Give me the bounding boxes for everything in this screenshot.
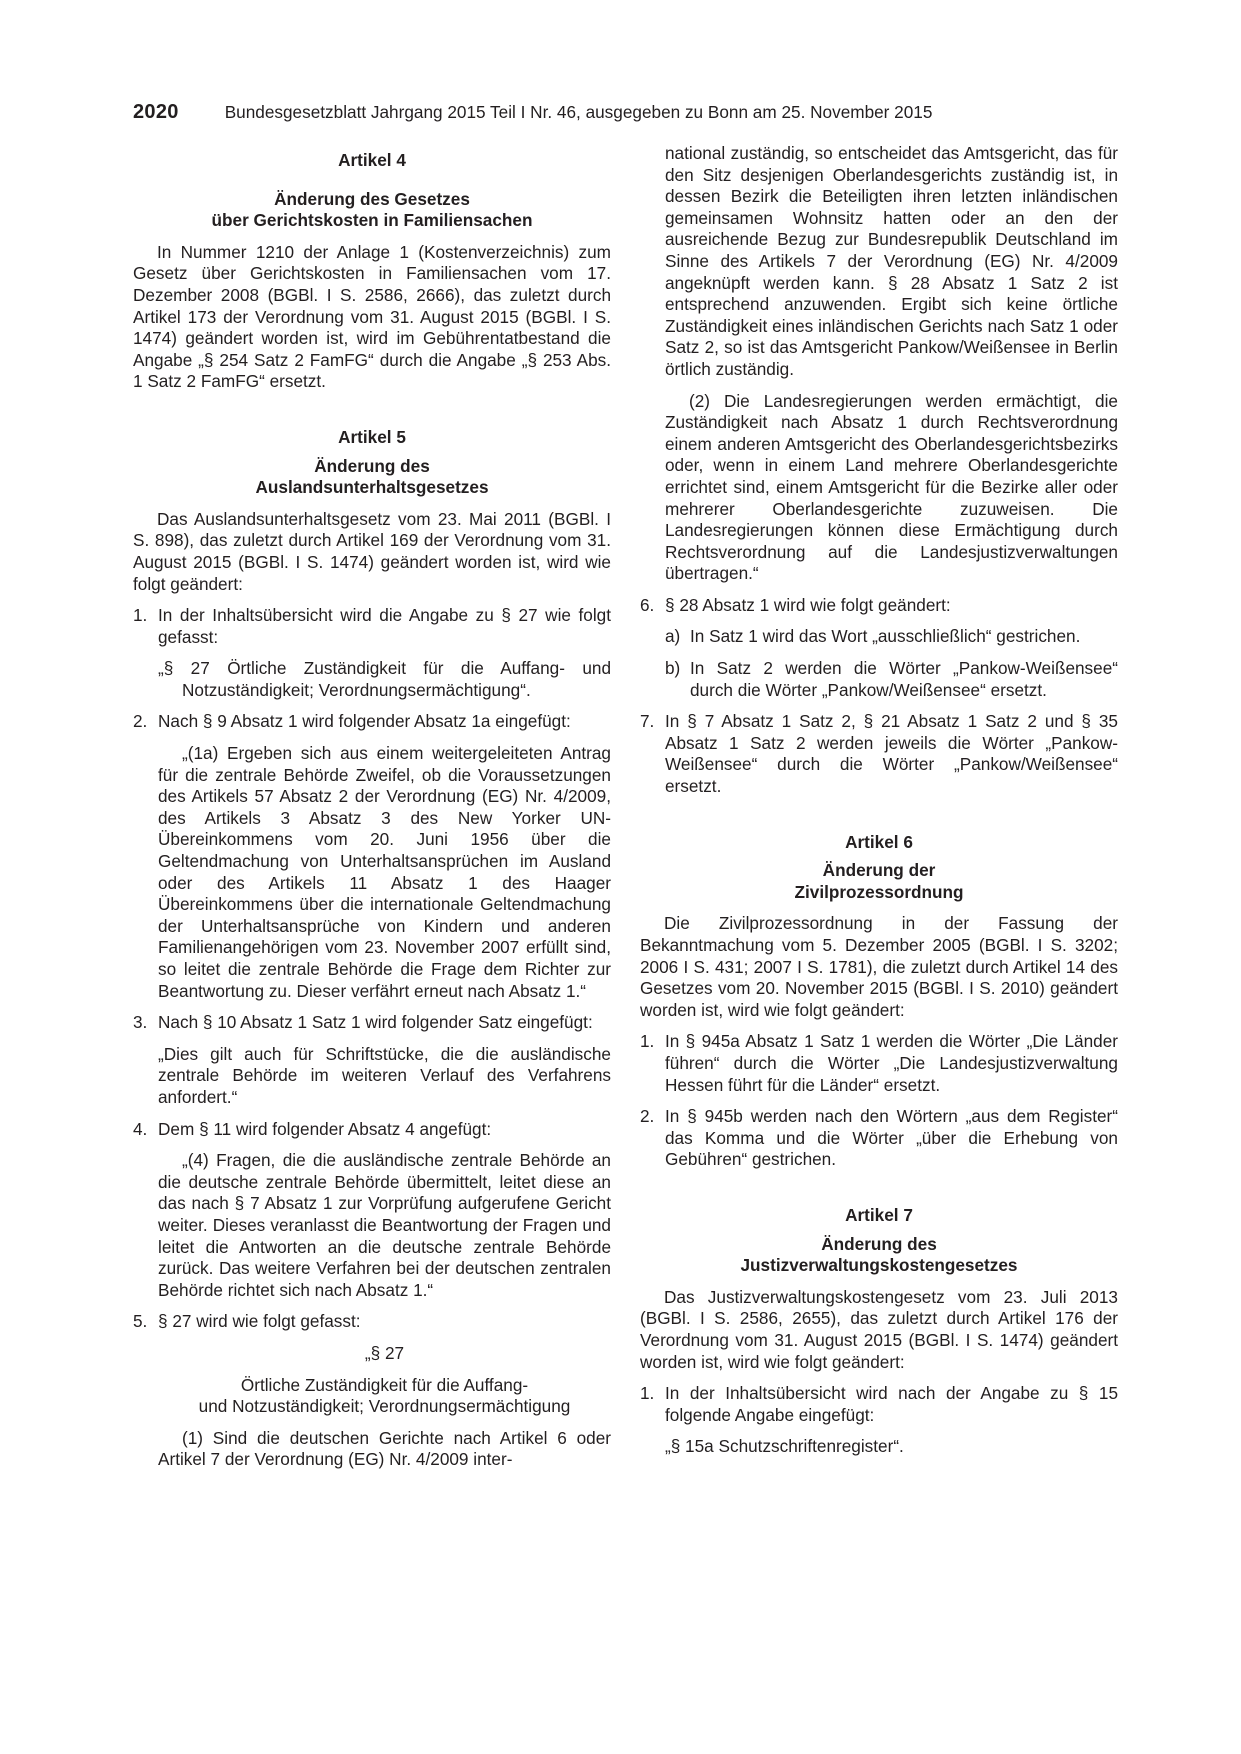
sub-list-item-letter: a) [665,626,681,647]
sub-list-item-text: In Satz 1 wird das Wort „ausschließlich“ gestrichen. [690,626,1081,647]
list-item-number: 1. [133,605,148,626]
list-item-text: In der Inhaltsübersicht wird nach der Angabe zu § 15 folgende Angabe eingefügt: [665,1383,1118,1425]
list-item-number: 2. [640,1106,655,1127]
sub-list-item [640,626,1118,648]
list-item-number: 3. [133,1012,148,1033]
right-column [640,143,1118,1458]
list-item [640,595,1118,617]
list-item-number: 7. [640,711,655,732]
list-item-text: § 27 wird wie folgt gefasst: [158,1311,361,1332]
article-4-label: Artikel 4 [338,150,406,170]
list-item-text: In § 945a Absatz 1 Satz 1 werden die Wörter „Die Länder führen“ durch die Wörter „Die Landesjustizverwaltung Hessen führt für die Länder“ ersetzt. [665,1031,1118,1095]
list-item [640,1031,1118,1096]
list-item-number: 4. [133,1118,148,1139]
list-item-text: § 28 Absatz 1 wird wie folgt geändert: [665,594,951,615]
list-item [640,711,1118,797]
article-6-title-line-2: Zivilprozessordnung [794,881,964,902]
article-5-label: Artikel 5 [338,426,406,447]
article-6-intro: Die Zivilprozessordnung in der Fassung der Bekanntmachung vom 5. Dezember 2005 (BGBl. I S. 3202; 2006 I S. 431; 2007 I S. 1781), die zuletzt durch Artikel 14 des Gesetzes vom 20. November 2015 (BGBl. I S. 2010) geändert worden ist, wird wie folgt geändert: [640,913,1118,1020]
article-6-title-line-1: Änderung der [822,860,936,881]
left-column [133,150,611,1471]
article-4-title-line-2: über Gerichtskosten in Familiensachen [211,210,533,231]
sub-list-item-text: In Satz 2 werden die Wörter „Pankow-Weißensee“ durch die Wörter „Pankow/Weißensee“ ersetzt. [690,658,1118,700]
quoted-text: „§ 27 Örtliche Zuständigkeit für die Auffang- und Notzuständigkeit; Verordnungsermächtigung“. [158,658,611,700]
quoted-text: „(1a) Ergeben sich aus einem weitergeleiteten Antrag für die zentrale Behörde Zweifel, ob die Voraussetzungen des Artikels 57 Absatz 2 der Verordnung (EG) Nr. 4/2009, des Artikels 3 Absatz 3 des New Yorker UN-Übereinkommens vom 20. Juni 1956 über die Geltendmachung von Unterhaltsansprüchen im Ausland oder des Artikels 11 Absatz 1 des Haager Übereinkommens über die internationale Geltendmachung der Unterhaltsansprüche von Kindern und anderen Familienangehörigen vom 23. November 2007 erfüllt sind, so leitet die zentrale Behörde die Frage dem Richter zur Beantwortung zu. Dieser verfährt erneut nach Absatz 1.“ [158,743,611,1001]
quoted-text: (2) Die Landesregierungen werden ermächtigt, die Zuständigkeit nach Absatz 1 durch Rechtsverordnung einem anderen Amtsgericht des Oberlandesgerichtsbezirks oder, wenn in einem Land mehrere Oberlandesgerichte errichtet sind, einem Amtsgericht für die Bezirke aller oder mehrerer Oberlandesgerichte zuzuweisen. Die Landesregierungen können diese Ermächtigung durch Rechtsverordnung auf die Landesjustizverwaltungen übertragen.“ [665,390,1118,584]
article-6-label: Artikel 6 [845,831,913,852]
list-item-number: 6. [640,594,655,615]
article-7-label: Artikel 7 [845,1204,913,1225]
list-item [640,1106,1118,1171]
article-5-intro: Das Auslandsunterhaltsgesetz vom 23. Mai 2011 (BGBl. I S. 898), das zuletzt durch Artikel 169 der Verordnung vom 31. August 2015 (BGBl. I S. 1474) geändert worden ist, wird wie folgt geändert: [133,508,611,594]
list-item [640,1383,1118,1426]
list-item [133,711,611,733]
sub-list-item-letter: b) [665,658,681,679]
article-7-title-line-1: Änderung des [821,1233,937,1254]
list-item-number: 2. [133,711,148,732]
list-item-text: Nach § 10 Absatz 1 Satz 1 wird folgender Satz eingefügt: [158,1012,593,1033]
article-7-intro: Das Justizverwaltungskostengesetz vom 23. Juli 2013 (BGBl. I S. 2586, 2655), das zuletzt durch Artikel 176 der Verordnung vom 31. August 2015 (BGBl. I S. 1474) geändert worden ist, wird wie folgt geändert: [640,1286,1118,1372]
quoted-text: (1) Sind die deutschen Gerichte nach Artikel 6 oder Artikel 7 der Verordnung (EG) Nr. 4/2009 inter- [158,1427,611,1470]
list-item-text: Nach § 9 Absatz 1 wird folgender Absatz 1a eingefügt: [158,711,571,732]
article-4-text: In Nummer 1210 der Anlage 1 (Kostenverzeichnis) zum Gesetz über Gerichtskosten in Familiensachen vom 17. Dezember 2008 (BGBl. I S. 2586, 2666), das zuletzt durch Artikel 173 der Verordnung vom 31. August 2015 (BGBl. I S. 1474) geändert worden ist, wird im Gebührentatbestand die Angabe „§ 254 Satz 2 FamFG“ durch die Angabe „§ 253 Abs. 1 Satz 2 FamFG“ ersetzt. [133,241,611,392]
quoted-text: „§ 15a Schutzschriftenregister“. [665,1436,904,1457]
list-item-text: Dem § 11 wird folgender Absatz 4 angefügt: [158,1118,492,1139]
running-header [133,99,1113,125]
paragraph-heading-line-1: Örtliche Zuständigkeit für die Auffang- [240,1374,529,1395]
list-item [133,1311,611,1333]
list-item-text: In § 7 Absatz 1 Satz 2, § 21 Absatz 1 Satz 2 und § 35 Absatz 1 Satz 2 werden jeweils die Wörter „Pankow-Weißensee“ durch die Wörter „Pankow/Weißensee“ ersetzt. [665,711,1118,797]
quoted-text: „Dies gilt auch für Schriftstücke, die die ausländische zentrale Behörde im weiteren Verlauf des Verfahrens anfordert.“ [158,1043,611,1107]
sub-list-item [640,658,1118,701]
article-4-title-line-1: Änderung des Gesetzes [274,188,470,209]
list-item-text: In der Inhaltsübersicht wird die Angabe zu § 27 wie folgt gefasst: [158,605,611,647]
list-item-number: 5. [133,1311,148,1332]
list-item [133,605,611,648]
list-item-number: 1. [640,1383,655,1404]
paragraph-heading-line-2: und Notzuständigkeit; Verordnungsermächtigung [198,1396,571,1417]
list-item [133,1012,611,1034]
page-number: 2020 [133,101,179,123]
article-5-title-line-1: Änderung des [314,455,430,476]
quoted-text-continuation: national zuständig, so entscheidet das Amtsgericht, das für den Sitz desjenigen Oberlandesgerichts zuständig ist, in dessen Bezirk die Beteiligten ihren letzten inländischen gemeinsamen Wohnsitz hatten oder an den der ausreichende Bezug zur Bundesrepublik Deutschland im Sinne des Artikels 7 der Verordnung (EG) Nr. 4/2009 angeknüpft werden kann. § 28 Absatz 1 Satz 2 ist entsprechend anzuwenden. Ergibt sich keine örtliche Zuständigkeit eines inländischen Gerichts nach Satz 1 oder Satz 2, so ist das Amtsgericht Pankow/Weißensee in Berlin örtlich zuständig. [665,143,1118,379]
list-item [133,1119,611,1141]
paragraph-number: „§ 27 [364,1342,405,1363]
article-7-title-line-2: Justizverwaltungskostengesetzes [740,1255,1018,1276]
quoted-text: „(4) Fragen, die die ausländische zentrale Behörde an die deutsche zentrale Behörde übermittelt, leitet diese an das nach § 7 Absatz 1 zur Vorprüfung aufgerufene Gericht weiter. Dieses veranlasst die Beantwortung der Fragen und leitet die Antworten an die deutsche zentrale Behörde zurück. Das weitere Verfahren bei der deutschen zentralen Behörde richtet sich nach Absatz 1.“ [158,1150,611,1300]
list-item-text: In § 945b werden nach den Wörtern „aus dem Register“ das Komma und die Wörter „über die Erhebung von Gebühren“ gestrichen. [665,1106,1118,1170]
list-item-number: 1. [640,1031,655,1052]
article-5-title-line-2: Auslandsunterhaltsgesetzes [255,477,489,498]
running-title: Bundesgesetzblatt Jahrgang 2015 Teil I Nr. 46, ausgegeben zu Bonn am 25. November 2015 [224,102,933,122]
